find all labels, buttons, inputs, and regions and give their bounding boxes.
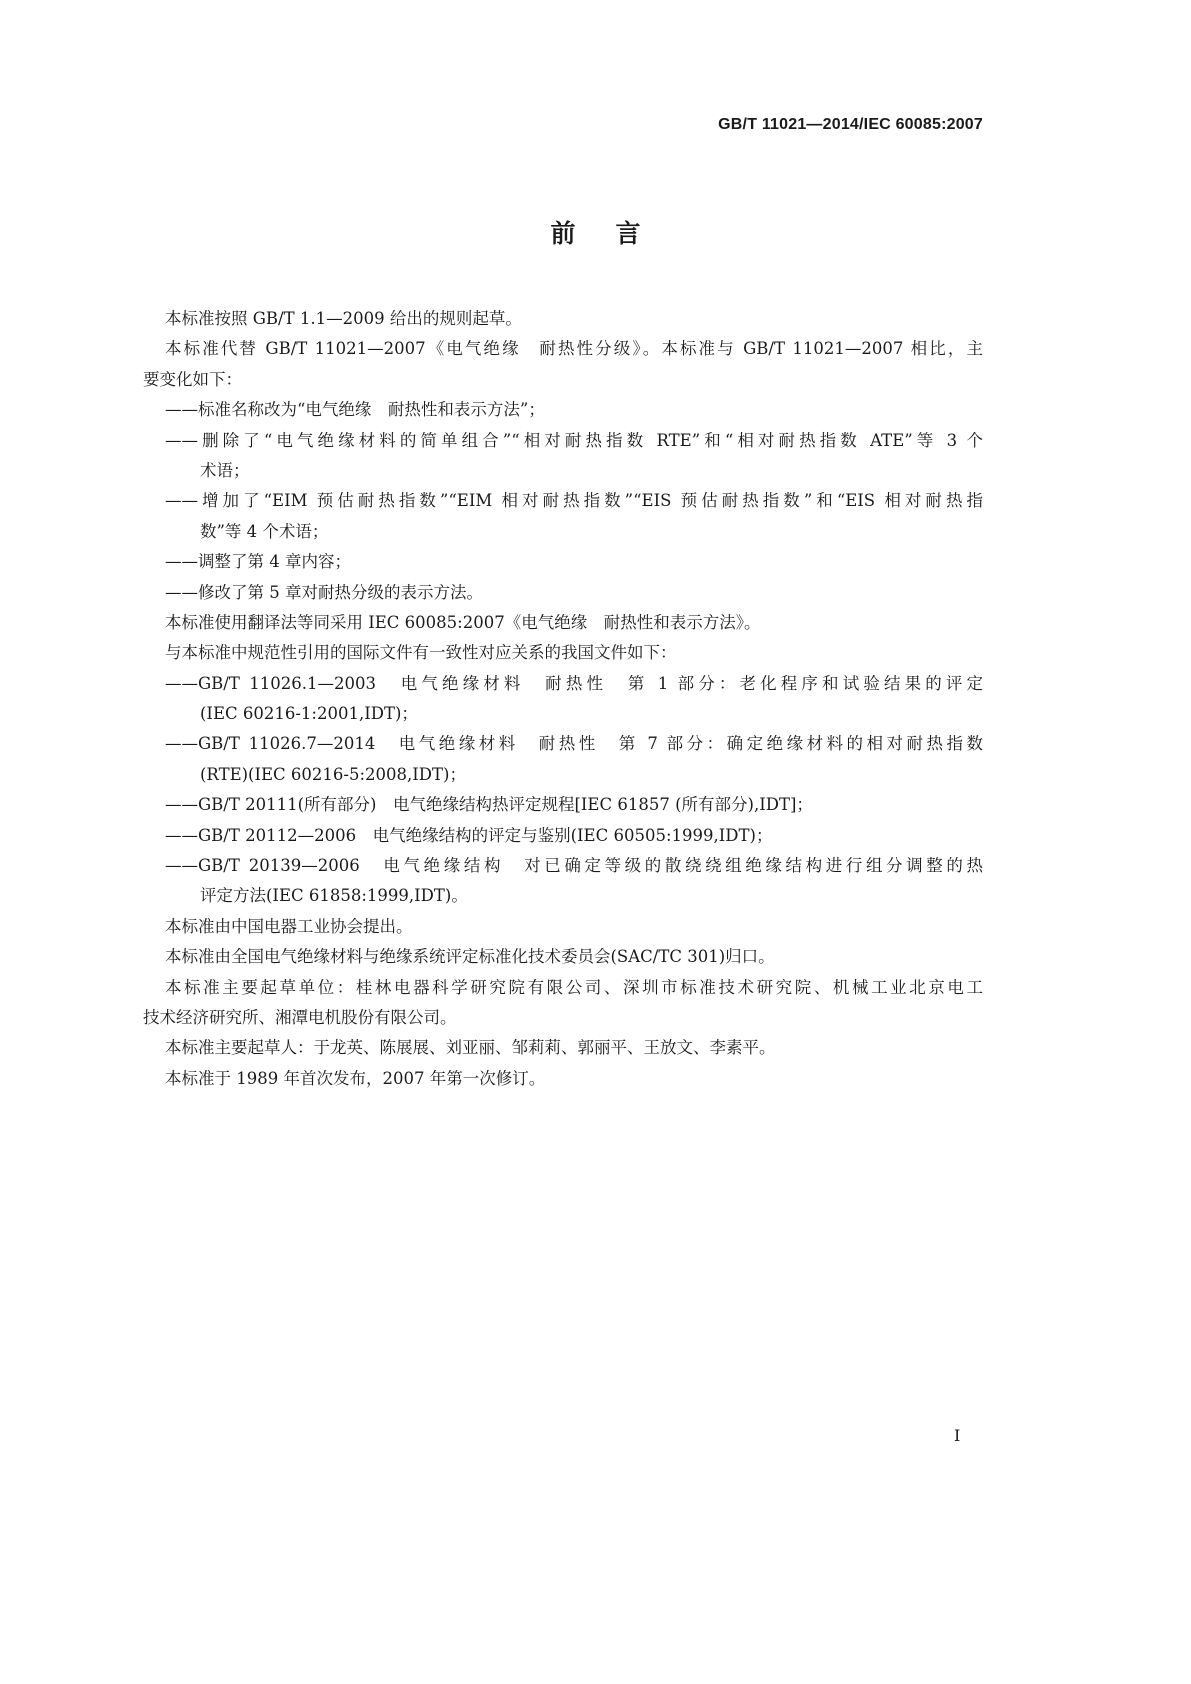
list-item: ——GB/T 20112—2006 电气绝缘结构的评定与鉴别(IEC 60505:1999,IDT)； xyxy=(165,825,773,845)
list-item: ——删除了“电气绝缘材料的简单组合”“相对耐热指数 RTE”和“相对耐热指数 ATE”等 3 个 xyxy=(165,430,983,450)
text-line: 技术经济研究所、湘潭电机股份有限公司。 xyxy=(143,1007,457,1027)
text-line: 要变化如下： xyxy=(143,369,242,389)
text-line: 本标准主要起草单位：桂林电器科学研究院有限公司、深圳市标准技术研究院、机械工业北京电工 xyxy=(165,977,983,997)
text-line: 本标准由中国电器工业协会提出。 xyxy=(165,916,413,936)
list-item: ——GB/T 11026.1—2003 电气绝缘材料 耐热性 第 1 部分：老化程序和试验结果的评定 xyxy=(165,673,983,693)
list-item: ——GB/T 20139—2006 电气绝缘结构 对已确定等级的散绕绕组绝缘结构进行组分调整的热 xyxy=(165,856,983,876)
list-item: ——调整了第 4 章内容； xyxy=(165,552,351,572)
list-item-continuation: 评定方法(IEC 61858:1999,IDT)。 xyxy=(200,886,468,906)
list-item-continuation: 数”等 4 个术语； xyxy=(200,521,329,541)
list-item-continuation: (RTE)(IEC 60216-5:2008,IDT)； xyxy=(200,764,466,784)
text-line: 本标准主要起草人：于龙英、陈展展、刘亚丽、邹莉莉、郭丽平、王放文、李素平。 xyxy=(165,1038,776,1058)
list-item: ——GB/T 11026.7—2014 电气绝缘材料 耐热性 第 7 部分：确定绝缘材料的相对耐热指数 xyxy=(165,734,983,754)
text-line: 与本标准中规范性引用的国际文件有一致性对应关系的我国文件如下： xyxy=(165,643,677,663)
text-line: 本标准按照 GB/T 1.1—2009 给出的规则起草。 xyxy=(165,309,522,328)
list-item-continuation: (IEC 60216-1:2001,IDT)； xyxy=(200,704,418,724)
text-line: 本标准使用翻译法等同采用 IEC 60085:2007《电气绝缘 耐热性和表示方法》。 xyxy=(165,612,761,632)
list-item-continuation: 术语； xyxy=(200,460,250,480)
list-item: ——标准名称改为“电气绝缘 耐热性和表示方法”； xyxy=(165,400,545,420)
text-line: 本标准于 1989 年首次发布，2007 年第一次修订。 xyxy=(165,1068,546,1088)
list-item: ——增加了“EIM 预估耐热指数”“EIM 相对耐热指数”“EIS 预估耐热指数”和“EIS 相对耐热指 xyxy=(165,491,983,511)
standard-number-header: GB/T 11021—2014/IEC 60085:2007 xyxy=(718,116,983,133)
page-number: I xyxy=(954,1426,961,1445)
list-item: ——GB/T 20111(所有部分) 电气绝缘结构热评定规程[IEC 61857 (所有部分),IDT]； xyxy=(165,795,813,815)
list-item: ——修改了第 5 章对耐热分级的表示方法。 xyxy=(165,582,483,602)
text-line: 本标准由全国电气绝缘材料与绝缘系统评定标准化技术委员会(SAC/TC 301)归口。 xyxy=(165,947,775,967)
foreword-body xyxy=(143,304,983,1094)
text-line: 本标准代替 GB/T 11021—2007《电气绝缘 耐热性分级》。本标准与 GB/T 11021—2007 相比，主 xyxy=(165,339,983,359)
page-title: 前言 xyxy=(550,219,681,248)
